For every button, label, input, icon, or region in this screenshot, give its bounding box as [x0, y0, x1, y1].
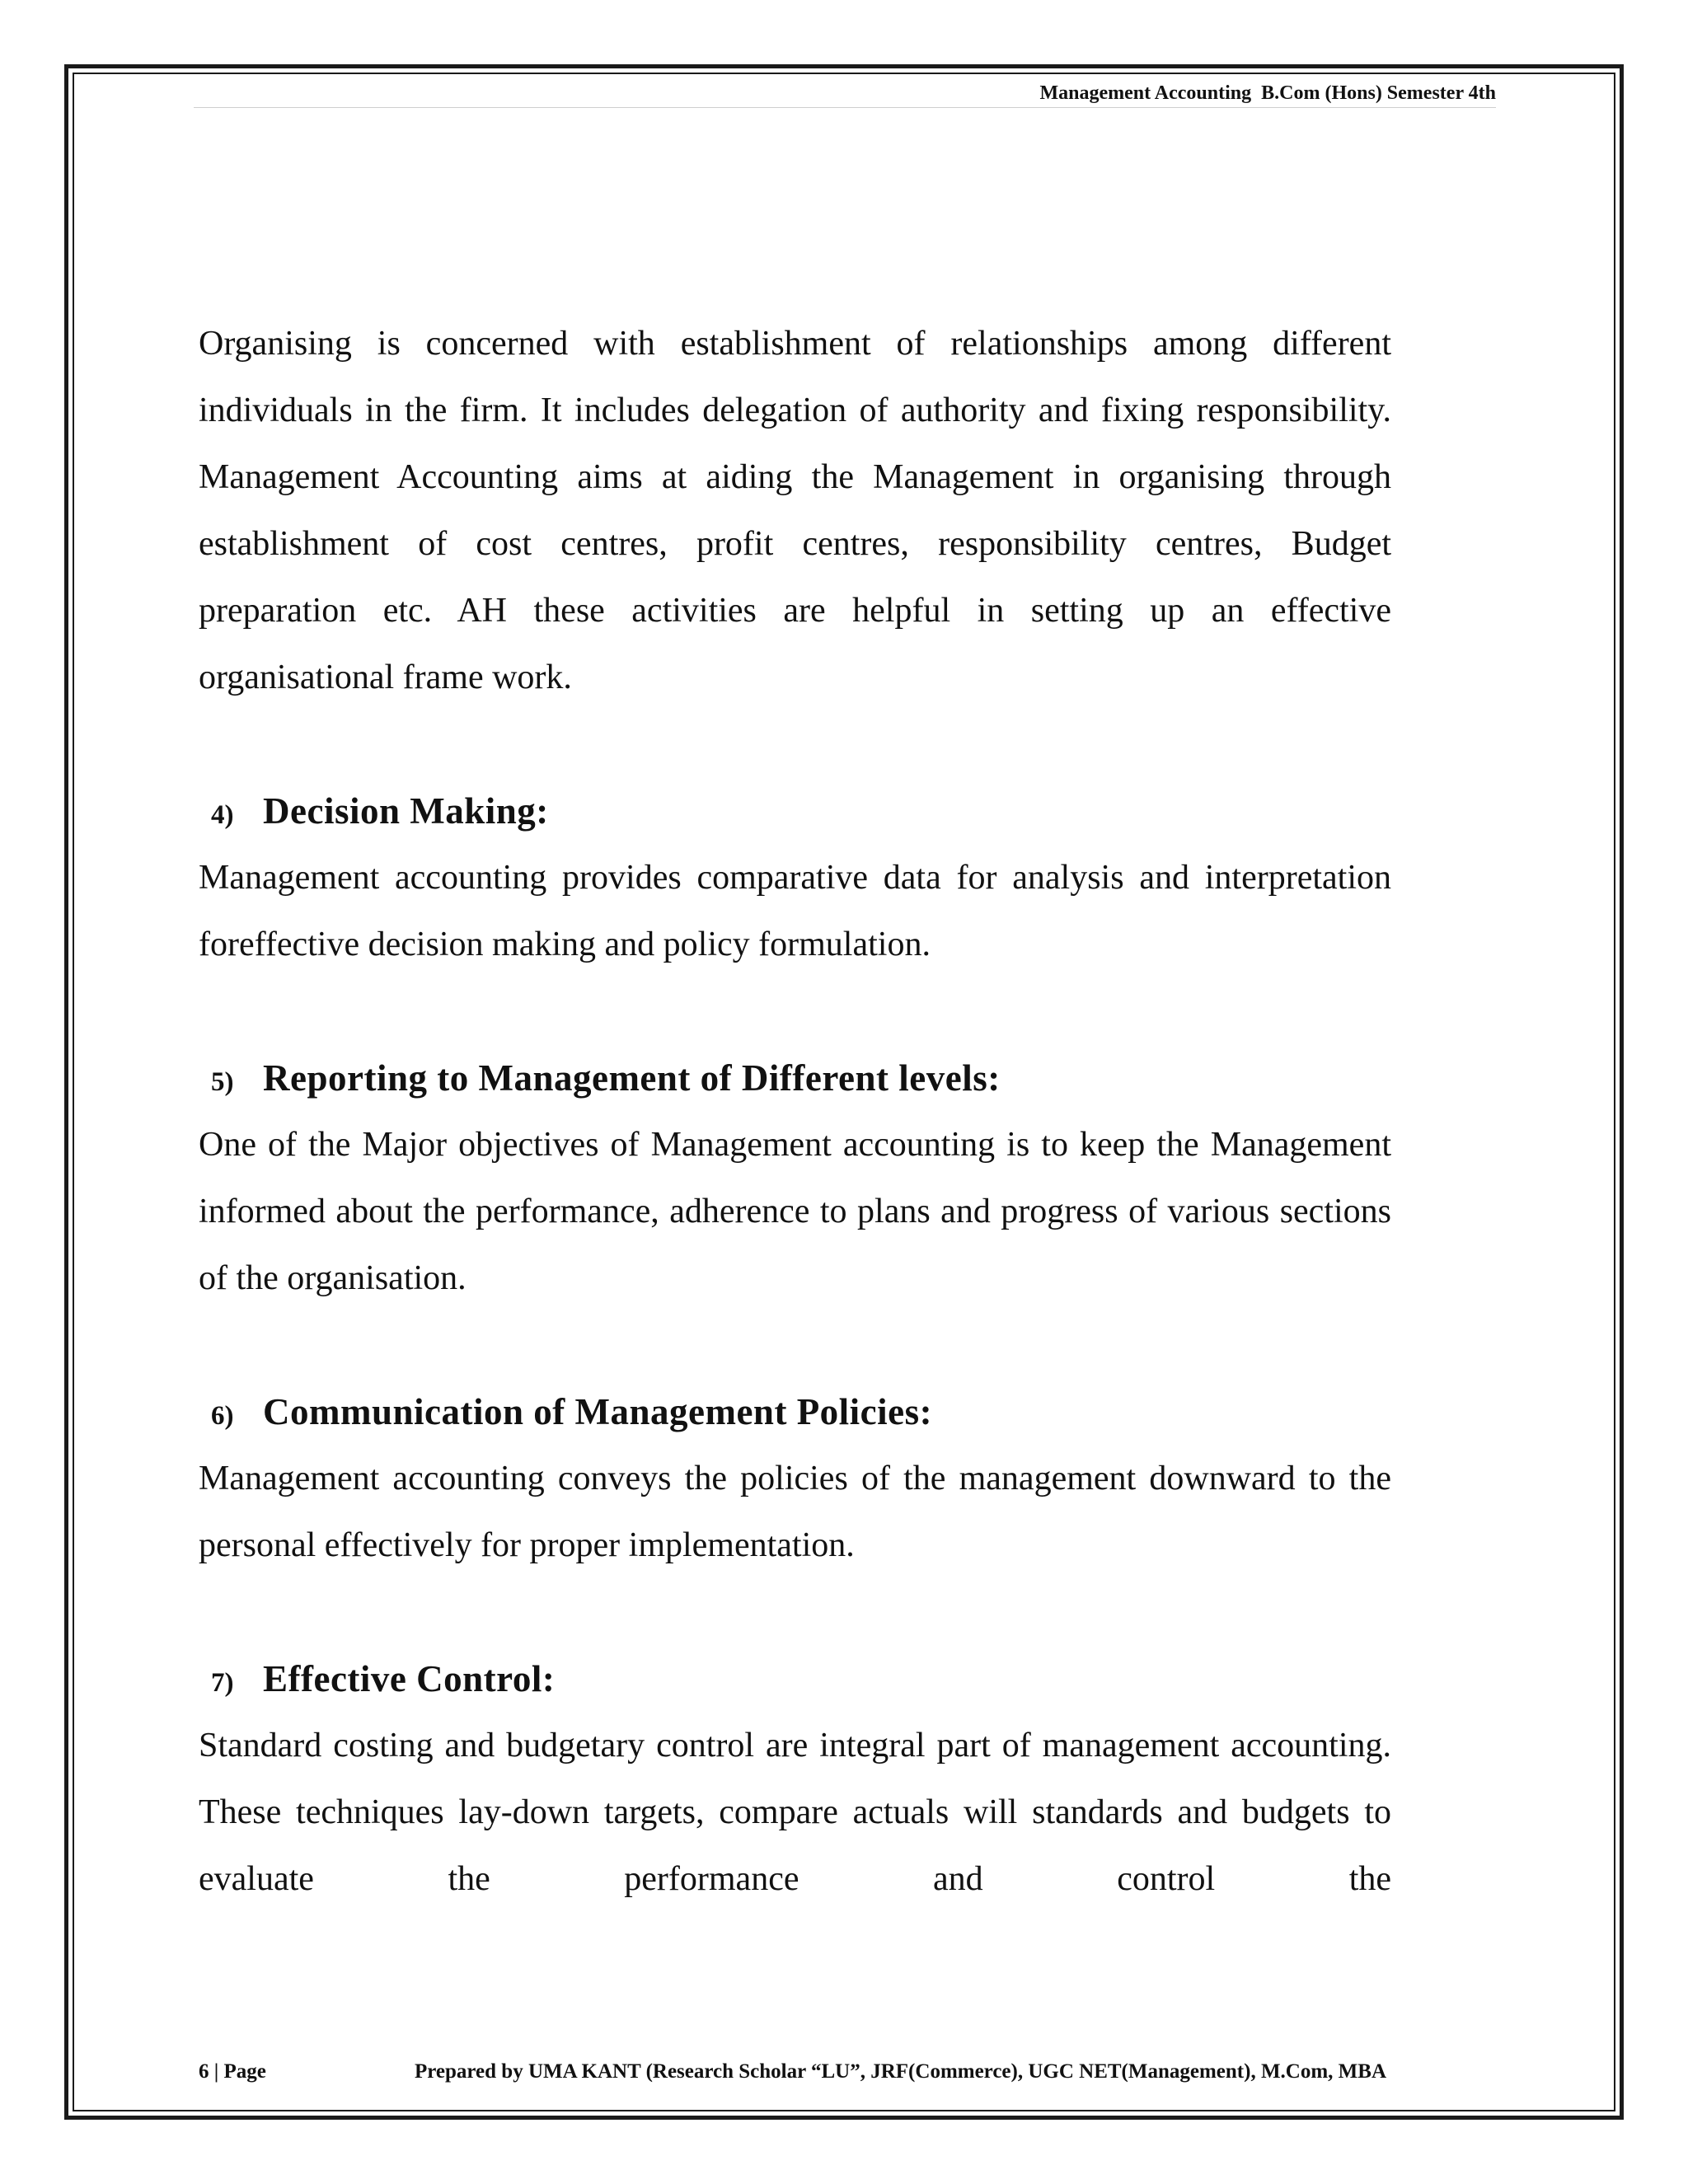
- section-body-effective-control: Standard costing and budgetary control are integral part of management accounting. These techniques lay-down targets, compare actuals will standards and budgets to evaluate the performance and control the: [199, 1727, 1391, 1898]
- footer-credit: Prepared by UMA KANT (Research Scholar “LU”, JRF(Commerce), UGC NET(Management), M.Com, MBA: [415, 2060, 1387, 2083]
- section-heading-effective-control: [199, 1646, 1391, 1713]
- section-number: 5): [211, 1067, 234, 1097]
- section-title: Effective Control:: [263, 1658, 556, 1699]
- section-heading-communication: [199, 1379, 1391, 1446]
- section-spacer: [199, 978, 1391, 1045]
- section-heading-reporting: [199, 1045, 1391, 1112]
- page-content: [199, 311, 1391, 1913]
- section-spacer: [199, 1312, 1391, 1379]
- section-number: 4): [211, 800, 234, 830]
- running-header: Management Accounting B.Com (Hons) Semester 4th: [1039, 82, 1496, 104]
- section-number: 7): [211, 1668, 234, 1698]
- section-spacer: [199, 1579, 1391, 1646]
- header-rule: [194, 107, 1496, 108]
- section-heading-decision-making: [199, 778, 1391, 845]
- section-body-reporting: One of the Major objectives of Management accounting is to keep the Management informed about the performance, adherence to plans and progress of various sections of the organisation.: [199, 1126, 1391, 1297]
- section-title: Communication of Management Policies:: [263, 1391, 933, 1432]
- intro-paragraph: Organising is concerned with establishment of relationships among different individuals in the firm. It includes delegation of authority and fixing responsibility. Management Accounting aims at aiding the Management in organising through establishment of cost centres, profit centres, responsibility centres, Budget preparation etc. AH these activities are helpful in setting up an effective organisational frame work.: [199, 325, 1391, 696]
- section-title: Reporting to Management of Different levels:: [263, 1057, 1001, 1099]
- section-body-communication: Management accounting conveys the policies of the management downward to the personal effectively for proper implementation.: [199, 1460, 1391, 1564]
- section-spacer: [199, 711, 1391, 778]
- section-title: Decision Making:: [263, 790, 549, 832]
- section-body-decision-making: Management accounting provides comparative data for analysis and interpretation foreffective decision making and policy formulation.: [199, 859, 1391, 963]
- section-number: 6): [211, 1401, 234, 1431]
- page-number: 6 | Page: [199, 2060, 266, 2083]
